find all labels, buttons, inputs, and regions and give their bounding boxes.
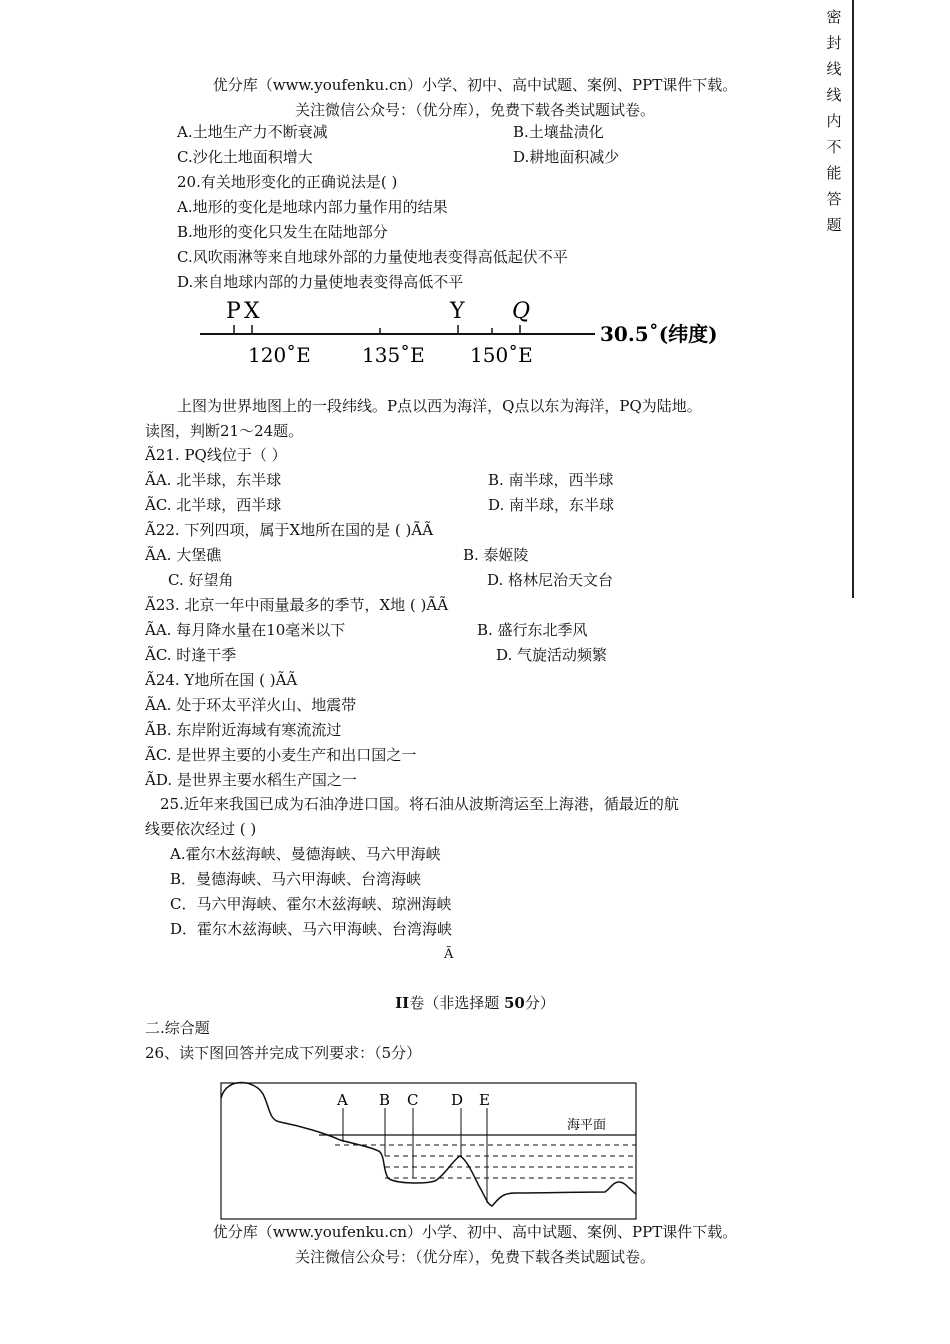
part2-title [0, 993, 950, 1013]
label-b: B [379, 1091, 391, 1109]
seal-char: 能 [826, 164, 842, 182]
q20-option-a: A.地形的变化是地球内部力量作用的结果 [177, 198, 448, 216]
q23-option-d: D. 气旋活动频繁 [496, 646, 608, 664]
q21-option-a: ÃA. 北半球，东半球 [145, 471, 282, 489]
seal-char: 题 [826, 216, 842, 234]
latitude-label: 30.5˚(纬度) [600, 322, 718, 346]
seal-char: 答 [826, 190, 842, 208]
point-x-label: X [244, 299, 260, 324]
q22-option-d: D. 格林尼治天文台 [487, 571, 614, 589]
q23-stem: Ã23. 北京一年中雨量最多的季节，X地 ( )ÃÃ [145, 596, 449, 614]
section-heading: 二.综合题 [145, 1019, 210, 1037]
q22-option-b: B. 泰姬陵 [463, 546, 529, 564]
label-a: A [337, 1091, 348, 1109]
figure-frame [221, 1083, 636, 1219]
seal-char: 不 [826, 138, 842, 156]
label-d: D [451, 1091, 464, 1109]
seafloor-figure [215, 1078, 645, 1223]
q19-option-b: B.土壤盐渍化 [513, 123, 604, 141]
q19-option-d: D.耕地面积减少 [513, 148, 620, 166]
q24-option-a: ÃA. 处于环太平洋火山、地震带 [145, 696, 357, 714]
header-line-1: 优分库（www.youfenku.cn）小学、初中、高中试题、案例、PPT课件下载。 [212, 76, 738, 94]
q20-option-d: D.来自地球内部的力量使地表变得高低不平 [177, 273, 464, 291]
seal-char: 密 [826, 8, 842, 26]
q21-option-d: D. 南半球，东半球 [488, 496, 615, 514]
q25-option-d: D．霍尔木兹海峡、马六甲海峡、台湾海峡 [170, 920, 453, 938]
header-line-2: 关注微信公众号：（优分库），免费下载各类试题试卷。 [294, 101, 655, 119]
tick-label-150: 150˚E [470, 343, 533, 367]
q26-stem: 26、读下图回答并完成下列要求：（5分） [145, 1044, 422, 1062]
q23-option-a: ÃA. 每月降水量在10毫米以下 [145, 621, 346, 639]
label-e: E [479, 1091, 490, 1109]
q21-option-c: ÃC. 北半球，西半球 [145, 496, 282, 514]
tick-label-135: 135˚E [362, 343, 425, 367]
q22-stem: Ã22. 下列四项，属于X地所在国的是 ( )ÃÃ [145, 521, 434, 539]
q20-option-b: B.地形的变化只发生在陆地部分 [177, 223, 388, 241]
q25-stem-2: 线要依次经过 ( ) [145, 820, 257, 838]
part2-title-roman: II [395, 994, 410, 1012]
seal-char: 内 [826, 112, 842, 130]
q23-option-b: B. 盛行东北季风 [477, 621, 588, 639]
tick-label-120: 120˚E [248, 343, 311, 367]
point-y-label: Y [450, 299, 465, 324]
q24-stem: Ã24. Y地所在国 ( )ÃÃ [145, 671, 298, 689]
part2-title-rest: 卷（非选择题 [409, 994, 504, 1012]
stray-mark: Ã [444, 947, 454, 962]
seafloor-profile [221, 1083, 636, 1207]
q22-option-a: ÃA. 大堡礁 [145, 546, 222, 564]
latitude-figure [190, 292, 730, 372]
q24-option-d: ÃD. 是世界主要水稻生产国之一 [145, 771, 357, 789]
part2-title-end: 分） [524, 994, 555, 1012]
q25-stem-1: 25.近年来我国已成为石油净进口国。将石油从波斯湾运至上海港，循最近的航 [160, 795, 679, 813]
q22-option-c: C. 好望角 [168, 571, 234, 589]
point-q-label: Q [512, 299, 531, 324]
seal-char: 线 [826, 86, 842, 104]
q23-option-c: ÃC. 时逢干季 [145, 646, 237, 664]
point-p-label: P [226, 299, 241, 324]
intro-line-2: 读图，判断21～24题。 [145, 422, 304, 440]
q20-option-c: C.风吹雨淋等来自地球外部的力量使地表变得高低起伏不平 [177, 248, 568, 266]
q19-option-a: A.土地生产力不断衰减 [177, 123, 328, 141]
sea-level-label: 海平面 [567, 1118, 607, 1133]
q24-option-c: ÃC. 是世界主要的小麦生产和出口国之一 [145, 746, 417, 764]
q25-option-a: A.霍尔木兹海峡、曼德海峡、马六甲海峡 [170, 845, 441, 863]
q25-option-c: C．马六甲海峡、霍尔木兹海峡、琼洲海峡 [170, 895, 452, 913]
q25-option-b: B．曼德海峡、马六甲海峡、台湾海峡 [170, 870, 422, 888]
seal-char: 线 [826, 60, 842, 78]
q21-option-b: B. 南半球，西半球 [488, 471, 614, 489]
part2-title-score: 50 [503, 994, 525, 1012]
q20-stem: 20.有关地形变化的正确说法是( ) [177, 173, 398, 191]
q21-stem: Ã21. PQ线位于（ ） [145, 446, 287, 464]
q19-option-c: C.沙化土地面积增大 [177, 148, 313, 166]
seal-text [822, 4, 846, 238]
intro-line-1: 上图为世界地图上的一段纬线。P点以西为海洋，Q点以东为海洋，PQ为陆地。 [177, 397, 702, 415]
q24-option-b: ÃB. 东岸附近海域有寒流流过 [145, 721, 342, 739]
footer-line-2: 关注微信公众号：（优分库），免费下载各类试题试卷。 [294, 1248, 655, 1266]
label-c: C [407, 1091, 419, 1109]
seal-char: 封 [826, 34, 842, 52]
footer-line-1: 优分库（www.youfenku.cn）小学、初中、高中试题、案例、PPT课件下载。 [212, 1223, 738, 1241]
